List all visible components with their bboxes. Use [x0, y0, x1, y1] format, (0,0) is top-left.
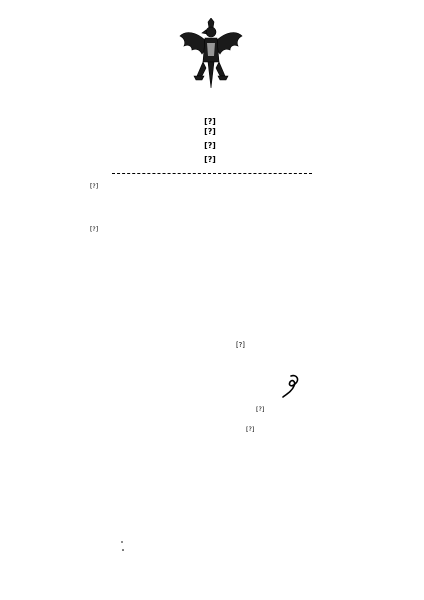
subject-line-3: [?]: [204, 155, 216, 164]
garuda-emblem-icon: [178, 18, 244, 92]
signer-position: [?]: [246, 425, 255, 433]
handwritten-signature-icon: [276, 373, 304, 399]
signer-name: [?]: [256, 405, 265, 413]
announcement-title: [?]: [204, 117, 216, 126]
scan-speck: [121, 541, 123, 543]
announce-date: [?]: [236, 341, 245, 349]
scan-speck: [122, 549, 124, 551]
subject-line-2: [?]: [204, 141, 216, 150]
subject-line-1: [?]: [204, 127, 216, 136]
dashed-separator: [112, 173, 312, 174]
body-paragraph-2: [?]: [90, 226, 99, 233]
body-paragraph-1: [?]: [90, 183, 99, 190]
